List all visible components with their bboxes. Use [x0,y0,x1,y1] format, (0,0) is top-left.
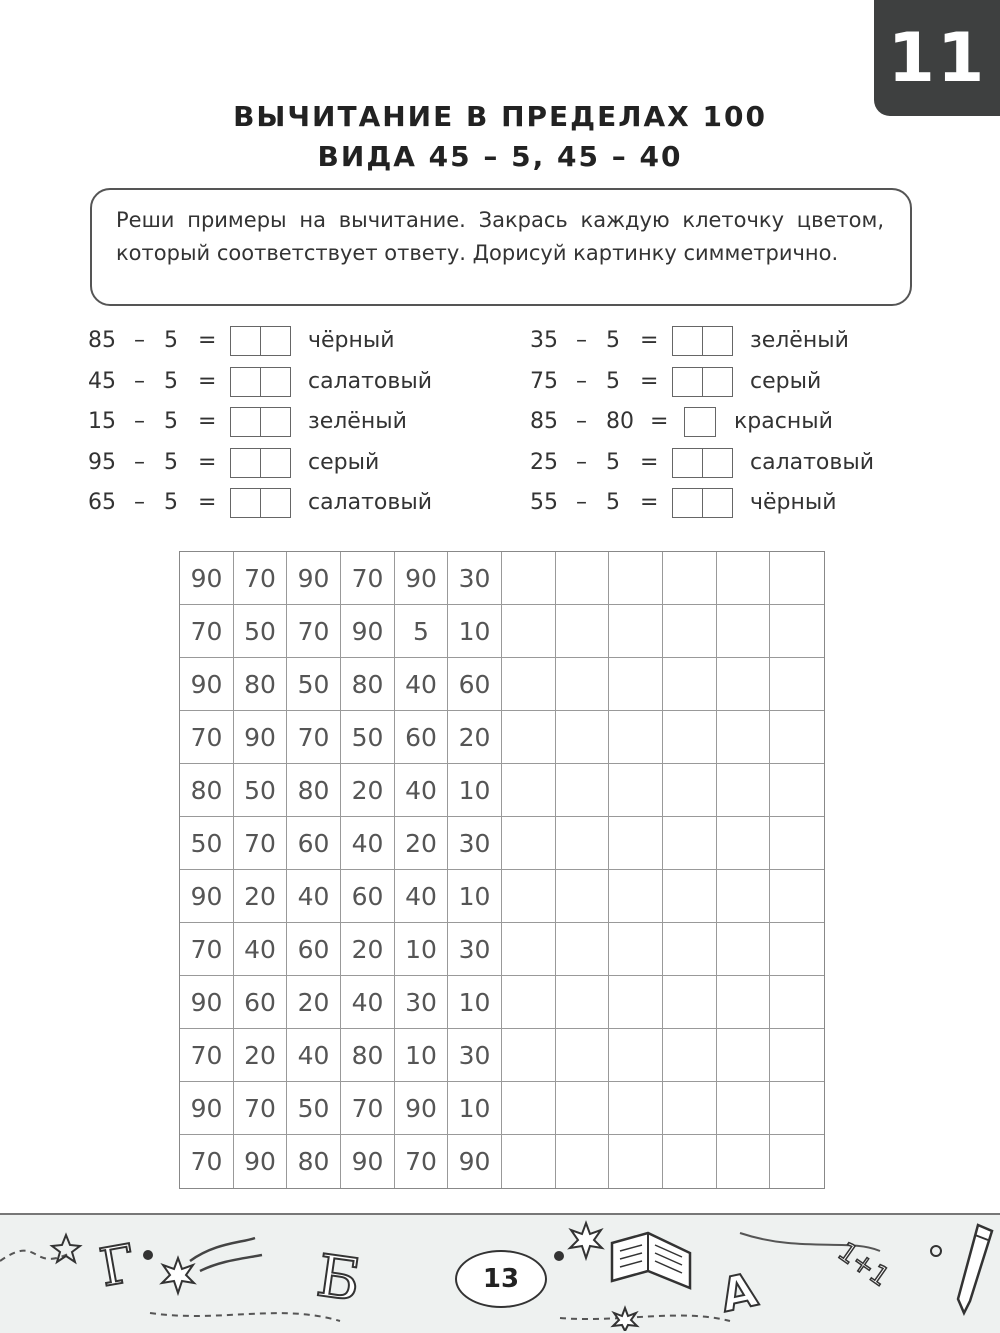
grid-cell-number[interactable]: 90 [448,1135,502,1188]
minus-sign: – [576,368,587,394]
grid-cell-empty[interactable] [556,552,609,605]
grid-cell-number[interactable]: 90 [234,711,287,764]
grid-cell-empty[interactable] [663,764,717,817]
grid-cell-empty[interactable] [609,976,663,1029]
grid-cell-number[interactable]: 90 [395,552,448,605]
grid-cell-empty[interactable] [502,605,556,658]
minus-sign: – [576,328,587,353]
grid-cell-empty[interactable] [770,658,824,711]
grid-cell-number[interactable]: 80 [234,658,287,711]
exercise-subtrahend: 5 [606,449,620,475]
grid-cell-empty[interactable] [502,1082,556,1135]
grid-cell-number[interactable]: 70 [180,1029,234,1082]
equals-sign: = [650,409,669,435]
page-number-badge [455,1250,547,1308]
answer-box-divider [702,327,703,355]
answer-box[interactable] [684,407,716,437]
minus-sign: – [576,409,587,435]
grid-cell-number[interactable]: 60 [234,976,287,1029]
minus-sign: – [134,328,145,353]
grid-cell-number[interactable]: 60 [448,658,502,711]
exercise-minuend: 25 [530,449,558,475]
grid-cell-number[interactable]: 90 [287,552,341,605]
answer-box[interactable] [672,448,733,478]
page-title-line-1: ВЫЧИТАНИЕ В ПРЕДЕЛАХ 100 [233,100,767,133]
exercise-minuend: 45 [88,368,116,394]
grid-cell-empty[interactable] [717,605,770,658]
letter-b-icon: Б [312,1241,365,1315]
grid-cell-empty[interactable] [609,764,663,817]
grid-cell-empty[interactable] [609,605,663,658]
equals-sign: = [198,409,217,435]
grid-cell-number[interactable]: 20 [341,764,395,817]
color-name: чёрный [308,328,395,353]
grid-cell-number[interactable]: 10 [395,1029,448,1082]
page-number: 13 [482,1264,520,1294]
grid-cell-empty[interactable] [502,711,556,764]
exercise-subtrahend: 5 [164,490,178,516]
grid-cell-number[interactable]: 40 [395,764,448,817]
grid-cell-number[interactable]: 20 [287,976,341,1029]
grid-cell-number[interactable]: 40 [341,976,395,1029]
grid-cell-number[interactable]: 10 [395,923,448,976]
equals-sign: = [640,328,659,353]
grid-cell-empty[interactable] [556,658,609,711]
answer-box[interactable] [230,326,291,356]
dot-icon [931,1246,941,1256]
grid-cell-empty[interactable] [556,923,609,976]
grid-cell-empty[interactable] [609,552,663,605]
grid-cell-empty[interactable] [770,1082,824,1135]
grid-cell-number[interactable]: 90 [180,658,234,711]
grid-cell-empty[interactable] [663,1029,717,1082]
answer-box-divider [702,368,703,396]
grid-cell-number[interactable]: 70 [234,1082,287,1135]
color-name: зелёный [750,328,849,353]
answer-box-divider [260,368,261,396]
exercise-subtrahend: 5 [164,328,178,353]
grid-cell-empty[interactable] [609,658,663,711]
grid-cell-number[interactable]: 80 [287,1135,341,1188]
grid-cell-empty[interactable] [770,764,824,817]
minus-sign: – [576,490,587,516]
grid-cell-empty[interactable] [663,605,717,658]
exercise-subtrahend: 5 [164,449,178,475]
equals-sign: = [198,490,217,516]
grid-cell-number[interactable]: 30 [448,923,502,976]
grid-cell-empty[interactable] [770,923,824,976]
grid-cell-number[interactable]: 40 [287,870,341,923]
grid-cell-empty[interactable] [609,817,663,870]
grid-cell-empty[interactable] [502,1135,556,1188]
exercise-subtrahend: 5 [164,409,178,435]
grid-cell-empty[interactable] [502,658,556,711]
grid-cell-number[interactable]: 90 [180,976,234,1029]
instruction-text: Реши примеры на вычитание. Закрась каждую клеточку цветом, который соответствует ответу. Дорисуй картинку симметрично. [116,208,884,265]
grid-cell-number[interactable]: 60 [287,817,341,870]
color-name: красный [734,409,833,435]
grid-cell-number[interactable]: 5 [395,605,448,658]
grid-cell-empty[interactable] [609,1135,663,1188]
grid-cell-number[interactable]: 20 [234,870,287,923]
grid-cell-empty[interactable] [717,817,770,870]
grid-cell-number[interactable]: 10 [448,764,502,817]
grid-cell-number[interactable]: 90 [180,1082,234,1135]
grid-cell-empty[interactable] [717,1135,770,1188]
grid-cell-empty[interactable] [556,1029,609,1082]
equals-sign: = [198,368,217,394]
grid-cell-empty[interactable] [556,1082,609,1135]
grid-cell-number[interactable]: 40 [287,1029,341,1082]
grid-cell-number[interactable]: 70 [180,923,234,976]
exercise-minuend: 65 [88,490,116,516]
grid-cell-number[interactable]: 70 [287,711,341,764]
grid-cell-empty[interactable] [609,711,663,764]
grid-cell-number[interactable]: 20 [234,1029,287,1082]
grid-cell-empty[interactable] [770,552,824,605]
equals-sign: = [198,328,217,353]
grid-cell-empty[interactable] [770,976,824,1029]
grid-cell-number[interactable]: 50 [234,764,287,817]
answer-box[interactable] [230,488,291,518]
color-name: серый [308,449,380,475]
answer-box-divider [702,489,703,517]
grid-cell-number[interactable]: 20 [448,711,502,764]
grid-cell-empty[interactable] [663,552,717,605]
grid-cell-number[interactable]: 10 [448,870,502,923]
grid-cell-number[interactable]: 60 [395,711,448,764]
grid-cell-number[interactable]: 10 [448,1082,502,1135]
grid-cell-number[interactable]: 70 [180,605,234,658]
grid-cell-empty[interactable] [770,1135,824,1188]
grid-cell-empty[interactable] [717,552,770,605]
grid-cell-empty[interactable] [663,658,717,711]
page-title-line-2: ВИДА 45 – 5, 45 – 40 [317,140,683,173]
grid-cell-number[interactable]: 50 [287,658,341,711]
grid-cell-empty[interactable] [663,976,717,1029]
grid-cell-number[interactable]: 30 [448,817,502,870]
exercise-minuend: 35 [530,328,558,353]
grid-cell-empty[interactable] [502,552,556,605]
grid-cell-empty[interactable] [609,870,663,923]
exercise-minuend: 95 [88,449,116,475]
grid-cell-empty[interactable] [556,976,609,1029]
answer-box-divider [260,489,261,517]
color-name: салатовый [308,490,433,516]
star-burst-icon [162,1258,194,1293]
dot-icon [554,1251,564,1261]
grid-cell-empty[interactable] [770,817,824,870]
grid-cell-empty[interactable] [663,870,717,923]
grid-cell-number[interactable]: 50 [234,605,287,658]
color-name: салатовый [750,449,875,475]
grid-cell-empty[interactable] [770,605,824,658]
color-name: чёрный [750,490,837,516]
answer-box[interactable] [672,367,733,397]
dot-icon [143,1250,153,1260]
grid-cell-empty[interactable] [502,1029,556,1082]
grid-cell-number[interactable]: 40 [395,870,448,923]
minus-sign: – [576,449,587,475]
minus-sign: – [134,449,145,475]
grid-cell-number[interactable]: 70 [395,1135,448,1188]
grid-cell-number[interactable]: 50 [287,1082,341,1135]
grid-cell-number[interactable]: 70 [341,1082,395,1135]
equals-sign: = [640,490,659,516]
grid-cell-number[interactable]: 10 [448,976,502,1029]
exercise-subtrahend: 5 [606,328,620,353]
exercise-minuend: 75 [530,368,558,394]
grid-cell-number[interactable]: 60 [341,870,395,923]
grid-cell-number[interactable]: 70 [234,552,287,605]
equals-sign: = [640,368,659,394]
answer-box[interactable] [230,448,291,478]
grid-cell-empty[interactable] [663,817,717,870]
grid-cell-empty[interactable] [663,1135,717,1188]
color-name: салатовый [308,368,433,394]
grid-cell-empty[interactable] [663,1082,717,1135]
grid-cell-number[interactable]: 70 [287,605,341,658]
grid-cell-empty[interactable] [502,870,556,923]
grid-cell-number[interactable]: 20 [395,817,448,870]
answer-box-divider [260,449,261,477]
color-name: серый [750,368,822,394]
exercise-minuend: 55 [530,490,558,516]
grid-cell-empty[interactable] [717,1082,770,1135]
letter-g-icon: Г [95,1233,140,1299]
color-name: зелёный [308,409,407,435]
grid-cell-number[interactable]: 80 [341,658,395,711]
minus-sign: – [134,409,145,435]
grid-cell-number[interactable]: 90 [341,605,395,658]
lesson-number: 11 [887,18,987,98]
grid-cell-empty[interactable] [556,764,609,817]
grid-cell-empty[interactable] [502,976,556,1029]
open-book-icon [612,1233,690,1288]
letter-a-icon: А [715,1262,762,1323]
grid-cell-empty[interactable] [609,1029,663,1082]
answer-box-divider [702,449,703,477]
grid-cell-empty[interactable] [770,1029,824,1082]
exercise-minuend: 85 [530,409,558,435]
grid-cell-number[interactable]: 10 [448,605,502,658]
grid-cell-number[interactable]: 90 [180,870,234,923]
grid-cell-empty[interactable] [717,764,770,817]
grid-cell-number[interactable]: 20 [341,923,395,976]
grid-cell-number[interactable]: 70 [341,552,395,605]
grid-cell-empty[interactable] [717,658,770,711]
grid-cell-empty[interactable] [556,817,609,870]
answer-box[interactable] [672,326,733,356]
grid-cell-empty[interactable] [502,817,556,870]
lesson-number-tab [874,0,1000,116]
grid-cell-number[interactable]: 40 [395,658,448,711]
grid-cell-empty[interactable] [770,711,824,764]
grid-cell-empty[interactable] [502,923,556,976]
grid-cell-number[interactable]: 90 [234,1135,287,1188]
grid-cell-number[interactable]: 40 [341,817,395,870]
grid-cell-empty[interactable] [502,764,556,817]
grid-cell-empty[interactable] [556,711,609,764]
minus-sign: – [134,490,145,516]
equals-sign: = [640,449,659,475]
answer-box[interactable] [230,367,291,397]
grid-cell-number[interactable]: 50 [341,711,395,764]
instruction-box [90,188,912,306]
formula-icon: 1+1 [832,1236,895,1293]
grid-cell-number[interactable]: 90 [180,552,234,605]
grid-cell-number[interactable]: 40 [234,923,287,976]
grid-cell-empty[interactable] [609,1082,663,1135]
exercise-subtrahend: 80 [606,409,634,435]
grid-cell-empty[interactable] [556,1135,609,1188]
grid-cell-number[interactable]: 30 [395,976,448,1029]
grid-cell-empty[interactable] [717,923,770,976]
coloring-grid [179,551,825,1189]
grid-cell-empty[interactable] [556,605,609,658]
grid-cell-empty[interactable] [717,976,770,1029]
minus-sign: – [134,368,145,394]
exercise-subtrahend: 5 [606,368,620,394]
exercise-subtrahend: 5 [164,368,178,394]
grid-cell-empty[interactable] [717,711,770,764]
exercise-minuend: 85 [88,328,116,353]
grid-cell-empty[interactable] [663,923,717,976]
grid-cell-number[interactable]: 30 [448,552,502,605]
grid-cell-empty[interactable] [770,870,824,923]
grid-cell-number[interactable]: 60 [287,923,341,976]
exercise-minuend: 15 [88,409,116,435]
grid-cell-number[interactable]: 70 [234,817,287,870]
grid-cell-number[interactable]: 80 [180,764,234,817]
grid-cell-empty[interactable] [717,1029,770,1082]
star-burst-icon [570,1223,602,1258]
grid-cell-number[interactable]: 50 [180,817,234,870]
equals-sign: = [198,449,217,475]
grid-cell-number[interactable]: 30 [448,1029,502,1082]
grid-cell-number[interactable]: 80 [287,764,341,817]
answer-box[interactable] [230,407,291,437]
grid-cell-number[interactable]: 90 [341,1135,395,1188]
answer-box-divider [260,408,261,436]
grid-cell-number[interactable]: 70 [180,1135,234,1188]
grid-cell-empty[interactable] [556,870,609,923]
answer-box[interactable] [672,488,733,518]
star-burst-icon [613,1308,637,1331]
grid-cell-empty[interactable] [717,870,770,923]
grid-cell-empty[interactable] [663,711,717,764]
exercise-subtrahend: 5 [606,490,620,516]
grid-cell-number[interactable]: 90 [395,1082,448,1135]
pencil-icon [958,1225,992,1313]
grid-cell-number[interactable]: 80 [341,1029,395,1082]
grid-cell-number[interactable]: 70 [180,711,234,764]
grid-cell-empty[interactable] [609,923,663,976]
answer-box-divider [260,327,261,355]
